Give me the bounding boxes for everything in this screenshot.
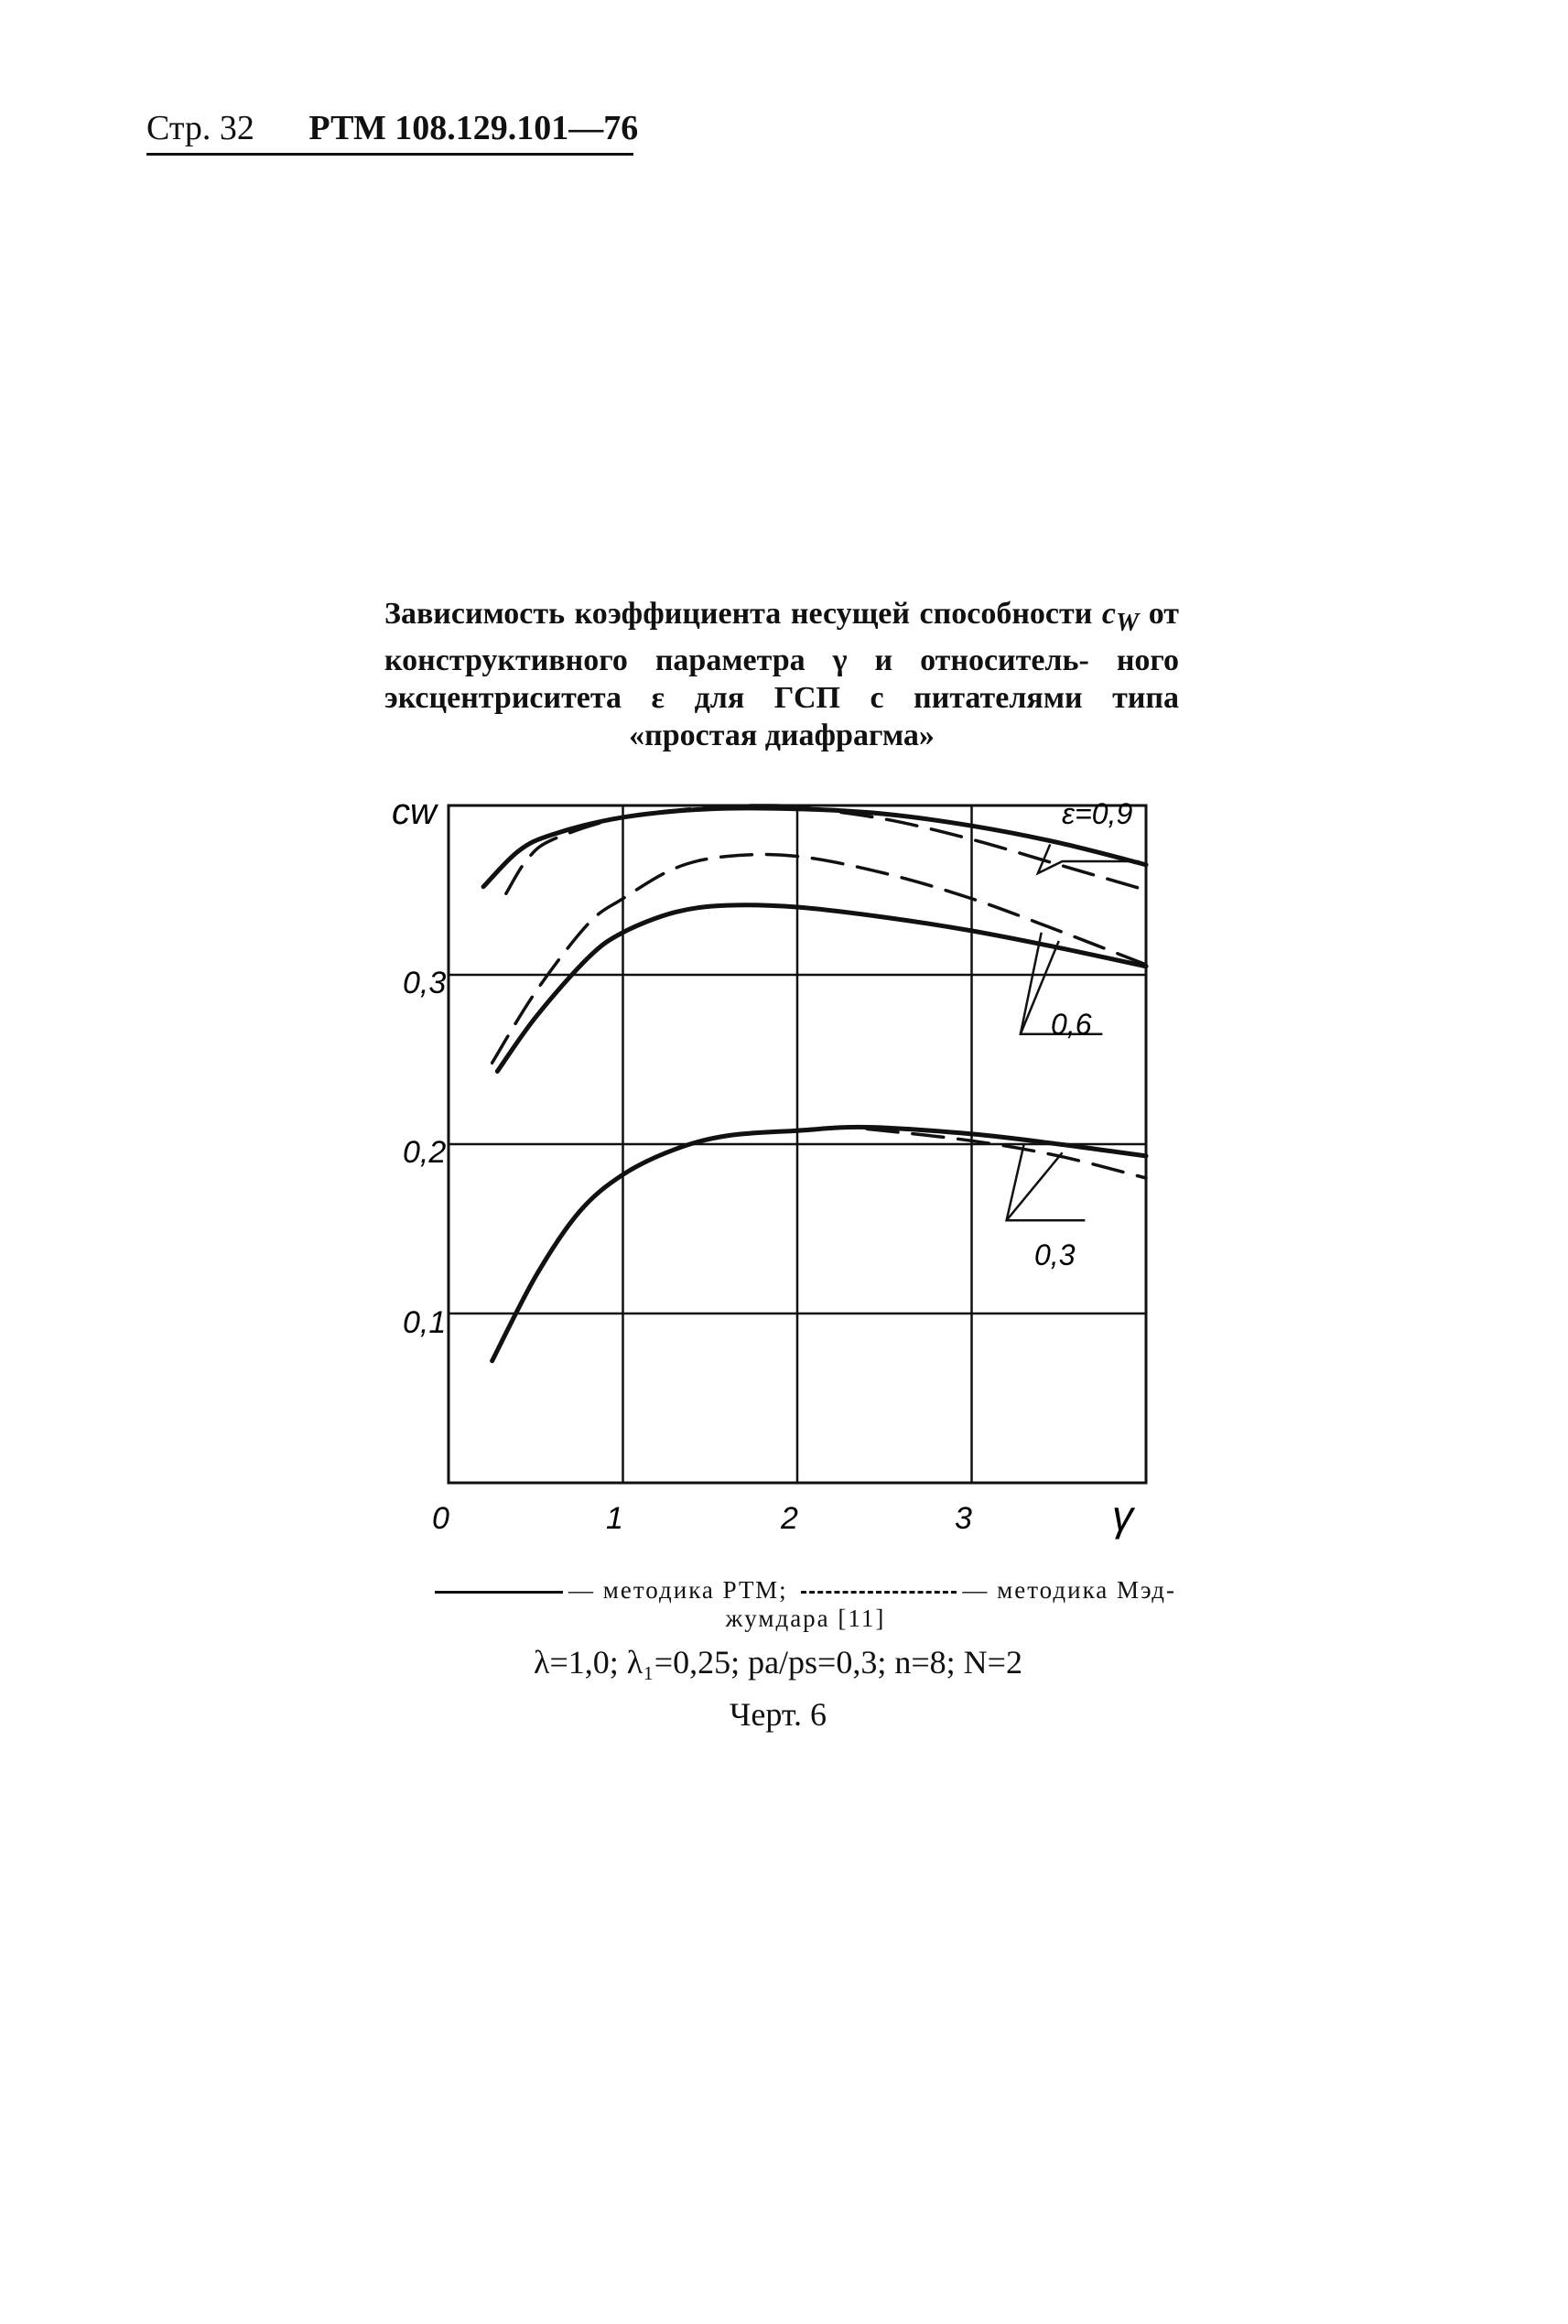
chart	[366, 778, 1190, 1584]
annotation-eps-0-9: ε=0,9	[1062, 797, 1133, 830]
legend-mazumdar-line-2: жумдара [11]	[725, 1605, 886, 1632]
parameters-line: λ=1,0; λ₁=0,25; pa/ps=0,3; n=8; N=2	[534, 1644, 1022, 1681]
title-symbol-cw: $c_W$	[1101, 597, 1140, 637]
document-code: РТМ 108.129.101—76	[308, 109, 639, 147]
page-number: Стр. 32	[146, 109, 254, 147]
series-line-1-dashed	[506, 805, 1146, 893]
annotation-0-3: 0,3	[1034, 1238, 1076, 1271]
x-tick-label-3: 3	[955, 1501, 972, 1536]
figure-caption: Черт. 6	[730, 1696, 827, 1733]
title-line-4: типа «простая диафрагма»	[629, 680, 1180, 752]
page-header	[146, 108, 638, 148]
header-rule	[146, 153, 633, 156]
title-line-1: Зависимость коэффициента несущей способности	[384, 597, 1093, 631]
leader-0-3-solid	[1007, 1144, 1086, 1220]
series-line-0-solid	[483, 808, 1146, 887]
legend	[421, 1576, 1190, 1633]
x-tick-label-0: 0	[432, 1501, 449, 1536]
legend-dashed-sample	[801, 1591, 957, 1594]
title-line-2: от конструктивного параметра γ и относитель-	[384, 597, 1180, 677]
x-tick-label-2: 2	[781, 1501, 798, 1536]
annotation-0-6: 0,6	[1051, 1008, 1092, 1041]
legend-rtm: — методика РТМ;	[568, 1576, 788, 1604]
figure-title	[384, 595, 1179, 754]
chart-curves	[483, 805, 1146, 1361]
y-axis-label: cw	[392, 792, 437, 832]
x-tick-label-1: 1	[606, 1501, 623, 1536]
legend-mazumdar: — методика Мэд-	[962, 1576, 1176, 1604]
y-tick-label-0-2: 0,2	[403, 1135, 447, 1170]
series-line-3-solid	[497, 905, 1146, 1072]
legend-solid-sample	[435, 1591, 563, 1594]
title-line-3: ного эксцентриситета ε для ГСП с питателями	[384, 643, 1180, 715]
y-tick-label-0-1: 0,1	[403, 1305, 447, 1340]
x-axis-label: γ	[1112, 1492, 1133, 1540]
y-tick-label-0-3: 0,3	[403, 966, 447, 1000]
